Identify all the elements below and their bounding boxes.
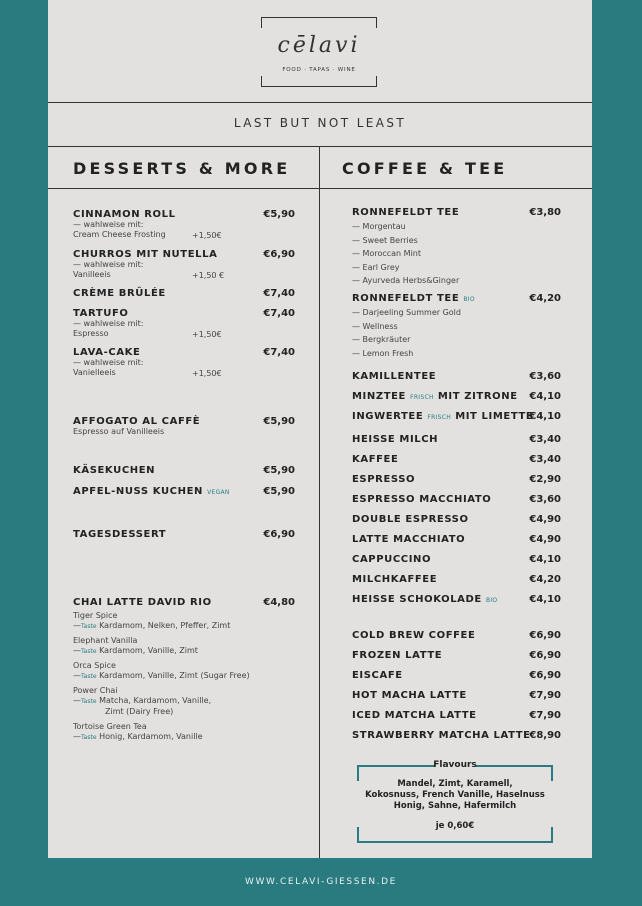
item-price: €4,10 bbox=[529, 411, 561, 422]
frisch-tag: FRISCH bbox=[427, 414, 452, 421]
variant-ingredients: Honig, Kardamom, Vanille bbox=[99, 732, 203, 741]
menu-item bbox=[73, 347, 295, 378]
variant-title: Orca Spice bbox=[73, 661, 116, 670]
item-price: €8,90 bbox=[529, 730, 561, 741]
menu-item bbox=[73, 465, 295, 476]
chai-variant: Tortoise Green Tea —Taste Honig, Kardamom, Vanille bbox=[73, 722, 303, 743]
item-price: €7,40 bbox=[263, 347, 295, 358]
flavours-frame bbox=[357, 827, 553, 843]
menu-item bbox=[352, 411, 561, 422]
item-option: Espresso bbox=[73, 329, 109, 338]
item-option: Vanielleeis bbox=[73, 368, 116, 377]
tea-variety: — Wellness bbox=[352, 321, 398, 331]
item-option: — wahlweise mit: bbox=[73, 220, 144, 229]
logo-frame-bottom bbox=[261, 76, 377, 87]
menu-item bbox=[352, 670, 561, 681]
flavours-price: je 0,60€ bbox=[435, 821, 475, 831]
item-price: €6,90 bbox=[529, 670, 561, 681]
item-name: RONNEFELDT TEE bbox=[352, 293, 460, 304]
item-name: TAGESDESSERT bbox=[73, 529, 167, 540]
tea-variety: — Earl Grey bbox=[352, 262, 400, 272]
item-name: INGWERTEE bbox=[352, 411, 424, 422]
tea-variety: — Darjeeling Summer Gold bbox=[352, 308, 461, 317]
item-price: €4,10 bbox=[529, 594, 561, 605]
item-price: €4,10 bbox=[529, 391, 561, 402]
flavours-line: Mandel, Zimt, Karamell, bbox=[397, 779, 513, 789]
item-option: — wahlweise mit: bbox=[73, 260, 144, 269]
item-name: CAPPUCCINO bbox=[352, 554, 432, 565]
item-name: CINNAMON ROLL bbox=[73, 209, 176, 220]
item-price: €4,10 bbox=[529, 554, 561, 565]
taste-label: Taste bbox=[81, 734, 97, 741]
item-name: HEISSE SCHOKOLADE bbox=[352, 594, 482, 605]
item-price: €5,90 bbox=[263, 486, 295, 497]
taste-label: Taste bbox=[81, 673, 97, 680]
item-name: HOT MACHA LATTE bbox=[352, 690, 467, 701]
menu-item bbox=[73, 209, 295, 240]
item-name: LATTE MACCHIATO bbox=[352, 534, 466, 545]
item-name: CRÈME BRÛLÉE bbox=[73, 288, 166, 299]
tea-variety: — Morgentau bbox=[352, 222, 406, 231]
divider bbox=[48, 102, 592, 103]
divider bbox=[48, 188, 592, 189]
tea-variety: — Bergkräuter bbox=[352, 335, 411, 344]
menu-item bbox=[352, 434, 561, 445]
item-name: RONNEFELDT TEE bbox=[352, 207, 460, 218]
menu-item bbox=[352, 514, 561, 525]
flavours-list bbox=[357, 779, 553, 812]
menu-item bbox=[352, 474, 561, 485]
item-description: Espresso auf Vanilleeis bbox=[73, 427, 165, 436]
item-option-price: +1,50 € bbox=[192, 271, 225, 280]
item-name: KÄSEKUCHEN bbox=[73, 465, 156, 476]
item-name: AFFOGATO AL CAFFÈ bbox=[73, 416, 201, 427]
logo-frame-top bbox=[261, 17, 377, 28]
variant-title: Power Chai bbox=[73, 686, 118, 695]
item-name: HEISSE MILCH bbox=[352, 434, 439, 445]
menu-item bbox=[73, 308, 295, 339]
item-price: €2,90 bbox=[529, 474, 561, 485]
item-name: FROZEN LATTE bbox=[352, 650, 443, 661]
item-price: €5,90 bbox=[263, 209, 295, 220]
desserts-heading: DESSERTS & MORE bbox=[73, 159, 291, 178]
menu-item bbox=[73, 486, 295, 497]
flavours-line: Kokosnuss, French Vanille, Haselnuss bbox=[365, 790, 545, 800]
item-name: MINZTEE bbox=[352, 391, 406, 402]
item-name: CHURROS MIT NUTELLA bbox=[73, 249, 218, 260]
item-price: €5,90 bbox=[263, 465, 295, 476]
menu-item bbox=[352, 554, 561, 565]
menu-item bbox=[352, 574, 561, 585]
item-name: KAMILLENTEE bbox=[352, 371, 437, 382]
menu-item bbox=[352, 293, 561, 360]
item-name: MILCHKAFFEE bbox=[352, 574, 438, 585]
chai-variant: Power Chai —Taste Matcha, Kardamom, Vanille, Zimt (Dairy Free) bbox=[73, 686, 303, 717]
item-name-suffix: MIT ZITRONE bbox=[437, 391, 518, 402]
item-price: €4,80 bbox=[263, 597, 295, 608]
item-option: — wahlweise mit: bbox=[73, 319, 144, 328]
item-option: Vanilleeis bbox=[73, 270, 111, 279]
item-name: CHAI LATTE DAVID RIO bbox=[73, 597, 212, 608]
item-name: DOUBLE ESPRESSO bbox=[352, 514, 469, 525]
menu-item bbox=[73, 249, 295, 280]
menu-item bbox=[73, 288, 295, 299]
item-price: €3,80 bbox=[529, 207, 561, 218]
bio-tag: BIO bbox=[485, 597, 498, 604]
flavours-line: Honig, Sahne, Hafermilch bbox=[393, 801, 517, 811]
item-price: €7,90 bbox=[529, 710, 561, 721]
logo-wordmark: cēlavi bbox=[277, 33, 361, 58]
item-option-price: +1,50€ bbox=[192, 330, 222, 339]
variant-ingredients: Matcha, Kardamom, Vanille, bbox=[99, 696, 212, 705]
item-name: COLD BREW COFFEE bbox=[352, 630, 476, 641]
tea-variety: — Moroccan Mint bbox=[352, 249, 421, 258]
column-divider bbox=[319, 147, 320, 858]
item-price: €4,20 bbox=[529, 574, 561, 585]
item-name: ESPRESSO MACCHIATO bbox=[352, 494, 492, 505]
menu-card bbox=[48, 0, 592, 858]
flavours-title: Flavours bbox=[433, 760, 477, 770]
item-name: APFEL-NUSS KUCHEN bbox=[73, 486, 203, 497]
item-price: €3,60 bbox=[529, 371, 561, 382]
menu-item bbox=[352, 594, 561, 605]
website-link[interactable]: WWW.CELAVI-GIESSEN.DE bbox=[245, 877, 397, 887]
item-price: €6,90 bbox=[263, 249, 295, 260]
item-name: ICED MATCHA LATTE bbox=[352, 710, 477, 721]
tea-varieties bbox=[352, 306, 561, 360]
item-price: €6,90 bbox=[263, 529, 295, 540]
taste-label: Taste bbox=[81, 623, 97, 630]
logo bbox=[261, 17, 377, 87]
coffee-heading: COFFEE & TEE bbox=[342, 159, 508, 178]
menu-item bbox=[352, 710, 561, 721]
menu-item bbox=[352, 454, 561, 465]
menu-item bbox=[352, 690, 561, 701]
logo-tagline: FOOD · TAPAS · WINE bbox=[282, 67, 356, 73]
taste-label: Taste bbox=[81, 698, 97, 705]
taste-label: Taste bbox=[81, 648, 97, 655]
section-banner: LAST BUT NOT LEAST bbox=[233, 116, 407, 130]
bio-tag: BIO bbox=[463, 296, 475, 303]
tea-variety: — Sweet Berries bbox=[352, 235, 418, 245]
tea-variety: — Ayurveda Herbs&Ginger bbox=[352, 276, 460, 285]
item-price: €6,90 bbox=[529, 650, 561, 661]
variant-title: Elephant Vanilla bbox=[73, 636, 138, 645]
menu-item bbox=[352, 730, 561, 741]
menu-item bbox=[352, 534, 561, 545]
flavours-box bbox=[357, 760, 553, 843]
item-price: €3,40 bbox=[529, 454, 561, 465]
item-name: STRAWBERRY MATCHA LATTE bbox=[352, 730, 531, 741]
menu-item bbox=[352, 650, 561, 661]
divider bbox=[48, 146, 592, 147]
item-price: €7,40 bbox=[263, 288, 295, 299]
item-option-price: +1,50€ bbox=[192, 369, 222, 378]
variant-ingredients: Kardamom, Vanille, Zimt bbox=[99, 646, 198, 655]
frisch-tag: FRISCH bbox=[410, 394, 434, 401]
chai-variant: Elephant Vanilla —Taste Kardamom, Vanille, Zimt bbox=[73, 636, 303, 657]
tea-varieties bbox=[352, 220, 561, 288]
item-price: €7,90 bbox=[529, 690, 561, 701]
item-price: €6,90 bbox=[529, 630, 561, 641]
menu-item bbox=[352, 630, 561, 641]
item-name: LAVA-CAKE bbox=[73, 347, 141, 358]
item-price: €4,90 bbox=[529, 534, 561, 545]
item-price: €5,90 bbox=[263, 416, 295, 427]
chai-variant: Tiger Spice —Taste Kardamom, Nelken, Pfeffer, Zimt bbox=[73, 611, 303, 632]
item-price: €4,90 bbox=[529, 514, 561, 525]
item-option-price: +1,50€ bbox=[192, 231, 222, 240]
item-option: — wahlweise mit: bbox=[73, 358, 144, 367]
menu-item bbox=[352, 391, 561, 402]
item-name-suffix: MIT LIMETTE bbox=[455, 411, 534, 422]
menu-item bbox=[73, 529, 295, 540]
item-name: TARTUFO bbox=[73, 308, 129, 319]
item-price: €4,20 bbox=[529, 293, 561, 304]
variant-ingredients: Zimt (Dairy Free) bbox=[105, 707, 174, 716]
menu-item bbox=[352, 494, 561, 505]
menu-item bbox=[73, 416, 295, 437]
vegan-tag: VEGAN bbox=[207, 489, 230, 496]
item-option: Cream Cheese Frosting bbox=[73, 230, 166, 239]
item-name: ESPRESSO bbox=[352, 474, 416, 485]
item-price: €3,40 bbox=[529, 434, 561, 445]
menu-item bbox=[352, 207, 561, 288]
variant-title: Tiger Spice bbox=[73, 611, 118, 620]
tea-variety: — Lemon Fresh bbox=[352, 348, 414, 358]
item-name: KAFFEE bbox=[352, 454, 399, 465]
chai-latte-item bbox=[73, 597, 295, 608]
item-name: EISCAFE bbox=[352, 670, 403, 681]
variant-ingredients: Kardamom, Vanille, Zimt (Sugar Free) bbox=[99, 671, 250, 680]
chai-variant: Orca Spice —Taste Kardamom, Vanille, Zimt (Sugar Free) bbox=[73, 661, 303, 682]
item-price: €3,60 bbox=[529, 494, 561, 505]
variant-ingredients: Kardamom, Nelken, Pfeffer, Zimt bbox=[99, 621, 231, 630]
item-price: €7,40 bbox=[263, 308, 295, 319]
menu-item bbox=[352, 371, 561, 382]
variant-title: Tortoise Green Tea bbox=[73, 722, 147, 731]
